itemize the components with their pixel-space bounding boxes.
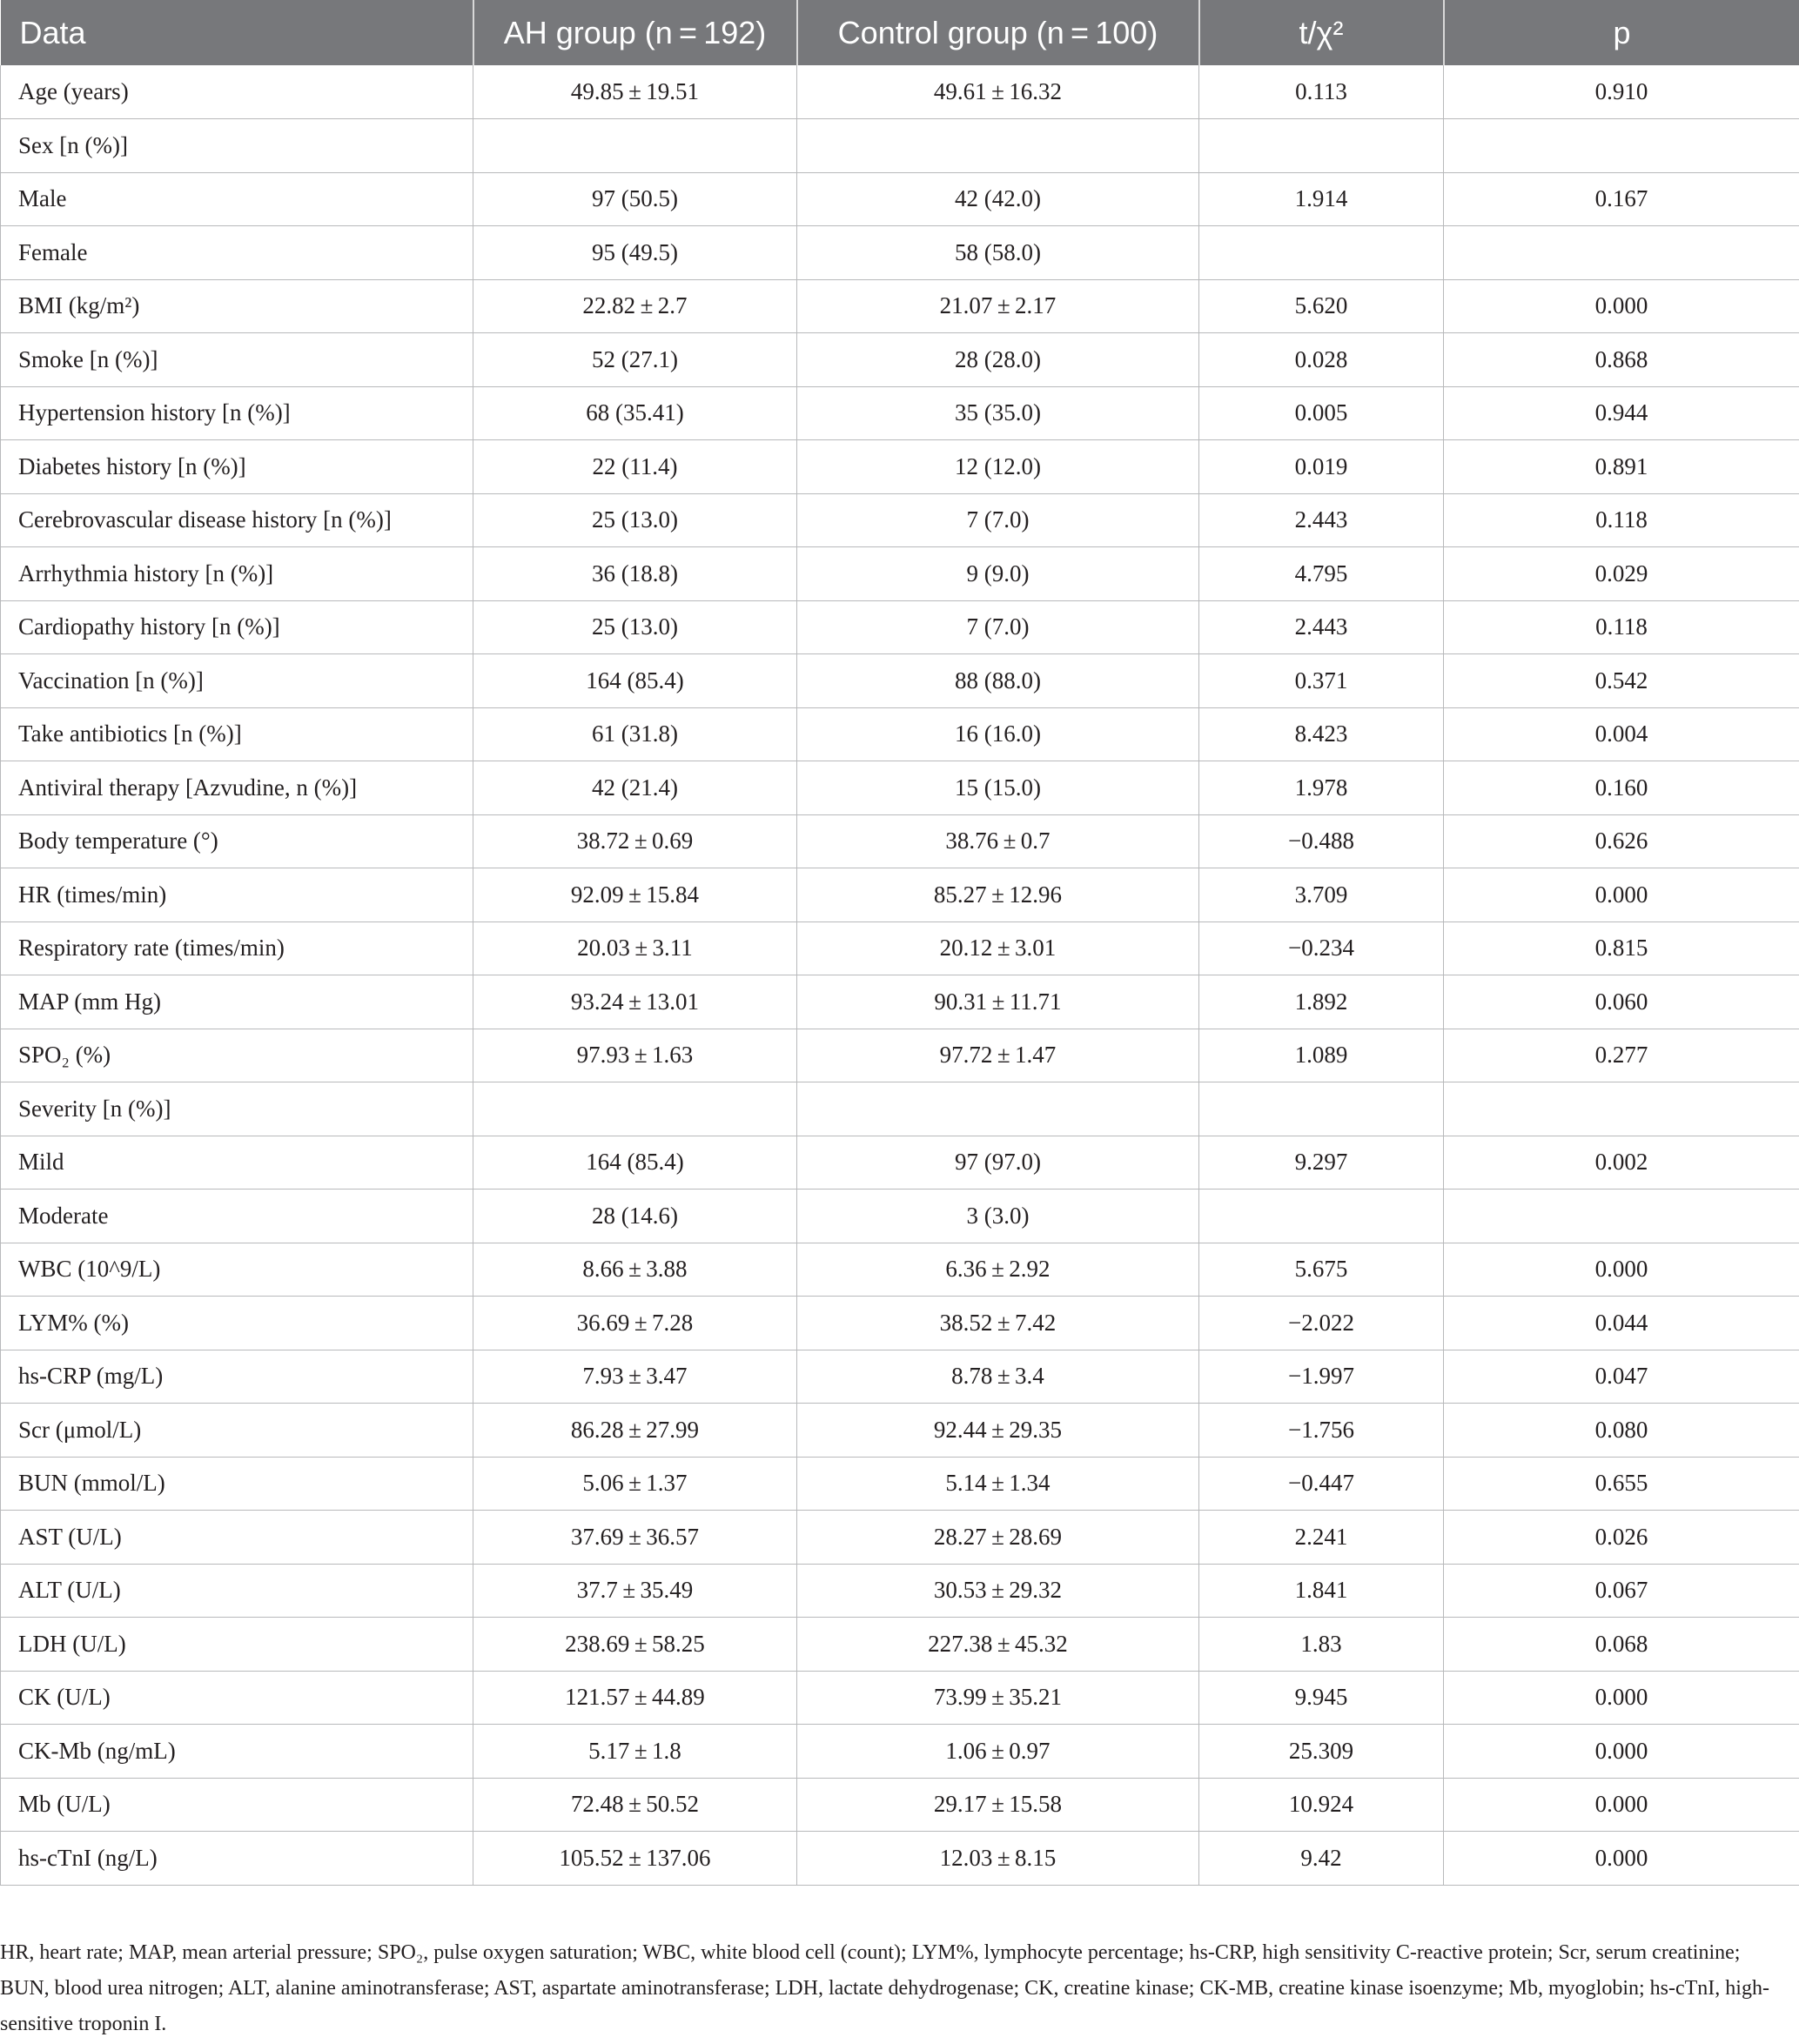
cell-test-statistic: 2.443: [1199, 600, 1444, 654]
cell-row-label: CK (U/L): [1, 1671, 473, 1725]
cell-row-label: Mb (U/L): [1, 1778, 473, 1832]
cell-test-statistic: −1.997: [1199, 1350, 1444, 1404]
cell-control-group-value: 42 (42.0): [797, 172, 1199, 226]
cell-row-label: Scr (μmol/L): [1, 1404, 473, 1458]
cell-row-label: SPO₂ (%): [1, 1029, 473, 1082]
table-row: [1, 119, 1799, 173]
cell-test-statistic: 0.371: [1199, 654, 1444, 708]
table-row: [1, 1029, 1799, 1082]
cell-ah-group-value: 28 (14.6): [473, 1190, 797, 1243]
cell-row-label: Moderate: [1, 1190, 473, 1243]
cell-control-group-value: [797, 119, 1199, 173]
cell-p-value: 0.000: [1444, 1243, 1799, 1297]
cell-test-statistic: 5.675: [1199, 1243, 1444, 1297]
cell-ah-group-value: 22 (11.4): [473, 440, 797, 494]
cell-p-value: [1444, 1190, 1799, 1243]
cell-test-statistic: [1199, 1082, 1444, 1136]
cell-control-group-value: 12 (12.0): [797, 440, 1199, 494]
cell-test-statistic: −2.022: [1199, 1297, 1444, 1350]
table-row: [1, 1564, 1799, 1618]
cell-control-group-value: 88 (88.0): [797, 654, 1199, 708]
cell-p-value: 0.277: [1444, 1029, 1799, 1082]
cell-test-statistic: 1.83: [1199, 1618, 1444, 1672]
cell-row-label: Age (years): [1, 65, 473, 119]
cell-ah-group-value: 22.82 ± 2.7: [473, 279, 797, 333]
table-row: [1, 1671, 1799, 1725]
cell-test-statistic: 2.241: [1199, 1511, 1444, 1565]
cell-p-value: 0.944: [1444, 386, 1799, 440]
cell-test-statistic: 0.113: [1199, 65, 1444, 119]
cell-p-value: 0.542: [1444, 654, 1799, 708]
cell-test-statistic: 1.914: [1199, 172, 1444, 226]
table-body: [1, 65, 1799, 1885]
cell-row-label: hs-cTnI (ng/L): [1, 1832, 473, 1886]
table-row: [1, 1778, 1799, 1832]
cell-row-label: Female: [1, 226, 473, 280]
cell-row-label: ALT (U/L): [1, 1564, 473, 1618]
table-row: [1, 1350, 1799, 1404]
cell-control-group-value: 38.76 ± 0.7: [797, 814, 1199, 868]
cell-test-statistic: 3.709: [1199, 868, 1444, 922]
cell-control-group-value: 29.17 ± 15.58: [797, 1778, 1199, 1832]
cell-p-value: [1444, 119, 1799, 173]
cell-test-statistic: 9.945: [1199, 1671, 1444, 1725]
cell-control-group-value: 15 (15.0): [797, 761, 1199, 815]
cell-row-label: HR (times/min): [1, 868, 473, 922]
cell-row-label: BUN (mmol/L): [1, 1457, 473, 1511]
cell-p-value: 0.000: [1444, 1671, 1799, 1725]
table-row: [1, 921, 1799, 975]
cell-control-group-value: 7 (7.0): [797, 600, 1199, 654]
table-header: [1, 0, 1799, 65]
cell-ah-group-value: 97 (50.5): [473, 172, 797, 226]
table-row: [1, 226, 1799, 280]
table-row: [1, 1082, 1799, 1136]
cell-test-statistic: 1.978: [1199, 761, 1444, 815]
cell-test-statistic: 0.019: [1199, 440, 1444, 494]
cell-control-group-value: 1.06 ± 0.97: [797, 1725, 1199, 1779]
cell-row-label: Antiviral therapy [Azvudine, n (%)]: [1, 761, 473, 815]
cell-ah-group-value: 37.7 ± 35.49: [473, 1564, 797, 1618]
cell-ah-group-value: 61 (31.8): [473, 707, 797, 761]
cell-row-label: Mild: [1, 1136, 473, 1190]
cell-ah-group-value: 164 (85.4): [473, 654, 797, 708]
cell-control-group-value: 90.31 ± 11.71: [797, 975, 1199, 1029]
cell-control-group-value: 20.12 ± 3.01: [797, 921, 1199, 975]
cell-p-value: 0.655: [1444, 1457, 1799, 1511]
cell-row-label: Arrhythmia history [n (%)]: [1, 547, 473, 601]
cell-ah-group-value: 121.57 ± 44.89: [473, 1671, 797, 1725]
cell-ah-group-value: 95 (49.5): [473, 226, 797, 280]
table-row: [1, 707, 1799, 761]
table-row: [1, 547, 1799, 601]
cell-control-group-value: 58 (58.0): [797, 226, 1199, 280]
table-row: [1, 333, 1799, 387]
header-data: Data: [1, 0, 473, 65]
cell-p-value: 0.004: [1444, 707, 1799, 761]
cell-test-statistic: [1199, 119, 1444, 173]
table-row: [1, 761, 1799, 815]
cell-control-group-value: 6.36 ± 2.92: [797, 1243, 1199, 1297]
cell-control-group-value: 30.53 ± 29.32: [797, 1564, 1199, 1618]
cell-row-label: LDH (U/L): [1, 1618, 473, 1672]
table-row: [1, 1136, 1799, 1190]
cell-p-value: 0.067: [1444, 1564, 1799, 1618]
cell-ah-group-value: 42 (21.4): [473, 761, 797, 815]
cell-test-statistic: 2.443: [1199, 493, 1444, 547]
cell-test-statistic: 0.005: [1199, 386, 1444, 440]
cell-control-group-value: 28.27 ± 28.69: [797, 1511, 1199, 1565]
cell-row-label: Smoke [n (%)]: [1, 333, 473, 387]
header-row: [1, 0, 1799, 65]
cell-control-group-value: 9 (9.0): [797, 547, 1199, 601]
table-row: [1, 1457, 1799, 1511]
table-row: [1, 279, 1799, 333]
cell-control-group-value: 85.27 ± 12.96: [797, 868, 1199, 922]
cell-row-label: Severity [n (%)]: [1, 1082, 473, 1136]
cell-ah-group-value: 7.93 ± 3.47: [473, 1350, 797, 1404]
cell-test-statistic: 0.028: [1199, 333, 1444, 387]
table-row: [1, 1297, 1799, 1350]
cell-p-value: 0.891: [1444, 440, 1799, 494]
cell-test-statistic: 10.924: [1199, 1778, 1444, 1832]
cell-ah-group-value: 8.66 ± 3.88: [473, 1243, 797, 1297]
cell-ah-group-value: 92.09 ± 15.84: [473, 868, 797, 922]
cell-ah-group-value: 105.52 ± 137.06: [473, 1832, 797, 1886]
cell-p-value: 0.118: [1444, 493, 1799, 547]
header-control-group: Control group (n = 100): [797, 0, 1199, 65]
cell-control-group-value: 12.03 ± 8.15: [797, 1832, 1199, 1886]
cell-control-group-value: 227.38 ± 45.32: [797, 1618, 1199, 1672]
cell-ah-group-value: 25 (13.0): [473, 493, 797, 547]
cell-p-value: [1444, 226, 1799, 280]
table-footnote: HR, heart rate; MAP, mean arterial pressure; SPO₂, pulse oxygen saturation; WBC, white blood cell (count); LYM%, lymphocyte percentage; hs-CRP, high sensitivity C-reactive protein; Scr, serum creatinine; BUN, blood urea nitrogen; ALT, alanine aminotransferase; AST, aspartate aminotransferase; LDH, lactate dehydrogenase; CK, creatine kinase; CK-MB, creatine kinase isoenzyme; Mb, myoglobin; hs-cTnI, high-sensitive troponin I.: [0, 1941, 1769, 2035]
cell-p-value: 0.047: [1444, 1350, 1799, 1404]
cell-ah-group-value: 93.24 ± 13.01: [473, 975, 797, 1029]
table-row: [1, 440, 1799, 494]
cell-row-label: Diabetes history [n (%)]: [1, 440, 473, 494]
cell-p-value: 0.000: [1444, 868, 1799, 922]
table-row: [1, 1618, 1799, 1672]
cell-row-label: Cardiopathy history [n (%)]: [1, 600, 473, 654]
cell-control-group-value: 16 (16.0): [797, 707, 1199, 761]
cell-test-statistic: 9.42: [1199, 1832, 1444, 1886]
table-row: [1, 172, 1799, 226]
cell-row-label: BMI (kg/m²): [1, 279, 473, 333]
cell-control-group-value: 92.44 ± 29.35: [797, 1404, 1199, 1458]
table-row: [1, 65, 1799, 119]
table-row: [1, 814, 1799, 868]
table-row: [1, 1832, 1799, 1886]
cell-p-value: 0.002: [1444, 1136, 1799, 1190]
table-row: [1, 1511, 1799, 1565]
cell-ah-group-value: 68 (35.41): [473, 386, 797, 440]
table-row: [1, 868, 1799, 922]
cell-ah-group-value: 36 (18.8): [473, 547, 797, 601]
cell-test-statistic: 8.423: [1199, 707, 1444, 761]
cell-control-group-value: 5.14 ± 1.34: [797, 1457, 1199, 1511]
cell-row-label: hs-CRP (mg/L): [1, 1350, 473, 1404]
cell-control-group-value: 97 (97.0): [797, 1136, 1199, 1190]
table-row: [1, 1190, 1799, 1243]
cell-p-value: 0.000: [1444, 1725, 1799, 1779]
cell-row-label: CK-Mb (ng/mL): [1, 1725, 473, 1779]
cell-ah-group-value: 20.03 ± 3.11: [473, 921, 797, 975]
cell-p-value: 0.044: [1444, 1297, 1799, 1350]
cell-test-statistic: −1.756: [1199, 1404, 1444, 1458]
cell-row-label: Body temperature (°): [1, 814, 473, 868]
cell-test-statistic: −0.234: [1199, 921, 1444, 975]
cell-row-label: Take antibiotics [n (%)]: [1, 707, 473, 761]
cell-test-statistic: 25.309: [1199, 1725, 1444, 1779]
cell-control-group-value: 3 (3.0): [797, 1190, 1199, 1243]
cell-row-label: MAP (mm Hg): [1, 975, 473, 1029]
cell-test-statistic: −0.447: [1199, 1457, 1444, 1511]
cell-ah-group-value: 5.17 ± 1.8: [473, 1725, 797, 1779]
cell-p-value: 0.000: [1444, 1778, 1799, 1832]
cell-p-value: 0.868: [1444, 333, 1799, 387]
cell-ah-group-value: 37.69 ± 36.57: [473, 1511, 797, 1565]
cell-ah-group-value: [473, 1082, 797, 1136]
cell-control-group-value: [797, 1082, 1199, 1136]
cell-test-statistic: 5.620: [1199, 279, 1444, 333]
cell-row-label: Sex [n (%)]: [1, 119, 473, 173]
cell-p-value: 0.068: [1444, 1618, 1799, 1672]
cell-test-statistic: [1199, 1190, 1444, 1243]
cell-p-value: 0.000: [1444, 1832, 1799, 1886]
cell-test-statistic: 1.089: [1199, 1029, 1444, 1082]
cell-p-value: 0.118: [1444, 600, 1799, 654]
cell-p-value: 0.626: [1444, 814, 1799, 868]
cell-row-label: WBC (10^9/L): [1, 1243, 473, 1297]
cell-control-group-value: 97.72 ± 1.47: [797, 1029, 1199, 1082]
cell-p-value: 0.910: [1444, 65, 1799, 119]
header-p-value: p: [1613, 14, 1631, 50]
cell-p-value: 0.000: [1444, 279, 1799, 333]
cell-control-group-value: 7 (7.0): [797, 493, 1199, 547]
table-row: [1, 493, 1799, 547]
table-row: [1, 1404, 1799, 1458]
cell-test-statistic: [1199, 226, 1444, 280]
cell-p-value: 0.080: [1444, 1404, 1799, 1458]
table-row: [1, 654, 1799, 708]
cell-test-statistic: 1.841: [1199, 1564, 1444, 1618]
cell-p-value: 0.815: [1444, 921, 1799, 975]
cell-ah-group-value: 5.06 ± 1.37: [473, 1457, 797, 1511]
table-row: [1, 386, 1799, 440]
cell-control-group-value: 21.07 ± 2.17: [797, 279, 1199, 333]
cell-control-group-value: 49.61 ± 16.32: [797, 65, 1199, 119]
cell-test-statistic: 9.297: [1199, 1136, 1444, 1190]
cell-ah-group-value: [473, 119, 797, 173]
cell-row-label: Hypertension history [n (%)]: [1, 386, 473, 440]
cell-ah-group-value: 49.85 ± 19.51: [473, 65, 797, 119]
cell-ah-group-value: 36.69 ± 7.28: [473, 1297, 797, 1350]
cell-control-group-value: 73.99 ± 35.21: [797, 1671, 1199, 1725]
cell-p-value: 0.029: [1444, 547, 1799, 601]
cell-row-label: Cerebrovascular disease history [n (%)]: [1, 493, 473, 547]
cell-row-label: Vaccination [n (%)]: [1, 654, 473, 708]
cell-p-value: [1444, 1082, 1799, 1136]
cell-p-value: 0.167: [1444, 172, 1799, 226]
cell-p-value: 0.060: [1444, 975, 1799, 1029]
cell-p-value: 0.160: [1444, 761, 1799, 815]
cell-test-statistic: 4.795: [1199, 547, 1444, 601]
cell-control-group-value: 38.52 ± 7.42: [797, 1297, 1199, 1350]
cell-ah-group-value: 238.69 ± 58.25: [473, 1618, 797, 1672]
table-row: [1, 600, 1799, 654]
header-test-statistic: t/χ²: [1199, 0, 1444, 65]
cell-row-label: Respiratory rate (times/min): [1, 921, 473, 975]
cell-ah-group-value: 97.93 ± 1.63: [473, 1029, 797, 1082]
cell-ah-group-value: 86.28 ± 27.99: [473, 1404, 797, 1458]
cell-ah-group-value: 38.72 ± 0.69: [473, 814, 797, 868]
cell-ah-group-value: 72.48 ± 50.52: [473, 1778, 797, 1832]
table-row: [1, 975, 1799, 1029]
cell-ah-group-value: 25 (13.0): [473, 600, 797, 654]
cell-control-group-value: 35 (35.0): [797, 386, 1199, 440]
header-ah-group: AH group (n = 192): [473, 0, 797, 65]
cell-control-group-value: 8.78 ± 3.4: [797, 1350, 1199, 1404]
cell-ah-group-value: 164 (85.4): [473, 1136, 797, 1190]
cell-test-statistic: 1.892: [1199, 975, 1444, 1029]
cell-control-group-value: 28 (28.0): [797, 333, 1199, 387]
cell-row-label: LYM% (%): [1, 1297, 473, 1350]
cell-p-value: 0.026: [1444, 1511, 1799, 1565]
cell-ah-group-value: 52 (27.1): [473, 333, 797, 387]
table-row: [1, 1243, 1799, 1297]
cell-test-statistic: −0.488: [1199, 814, 1444, 868]
cell-row-label: AST (U/L): [1, 1511, 473, 1565]
cell-row-label: Male: [1, 172, 473, 226]
table-row: [1, 1725, 1799, 1779]
